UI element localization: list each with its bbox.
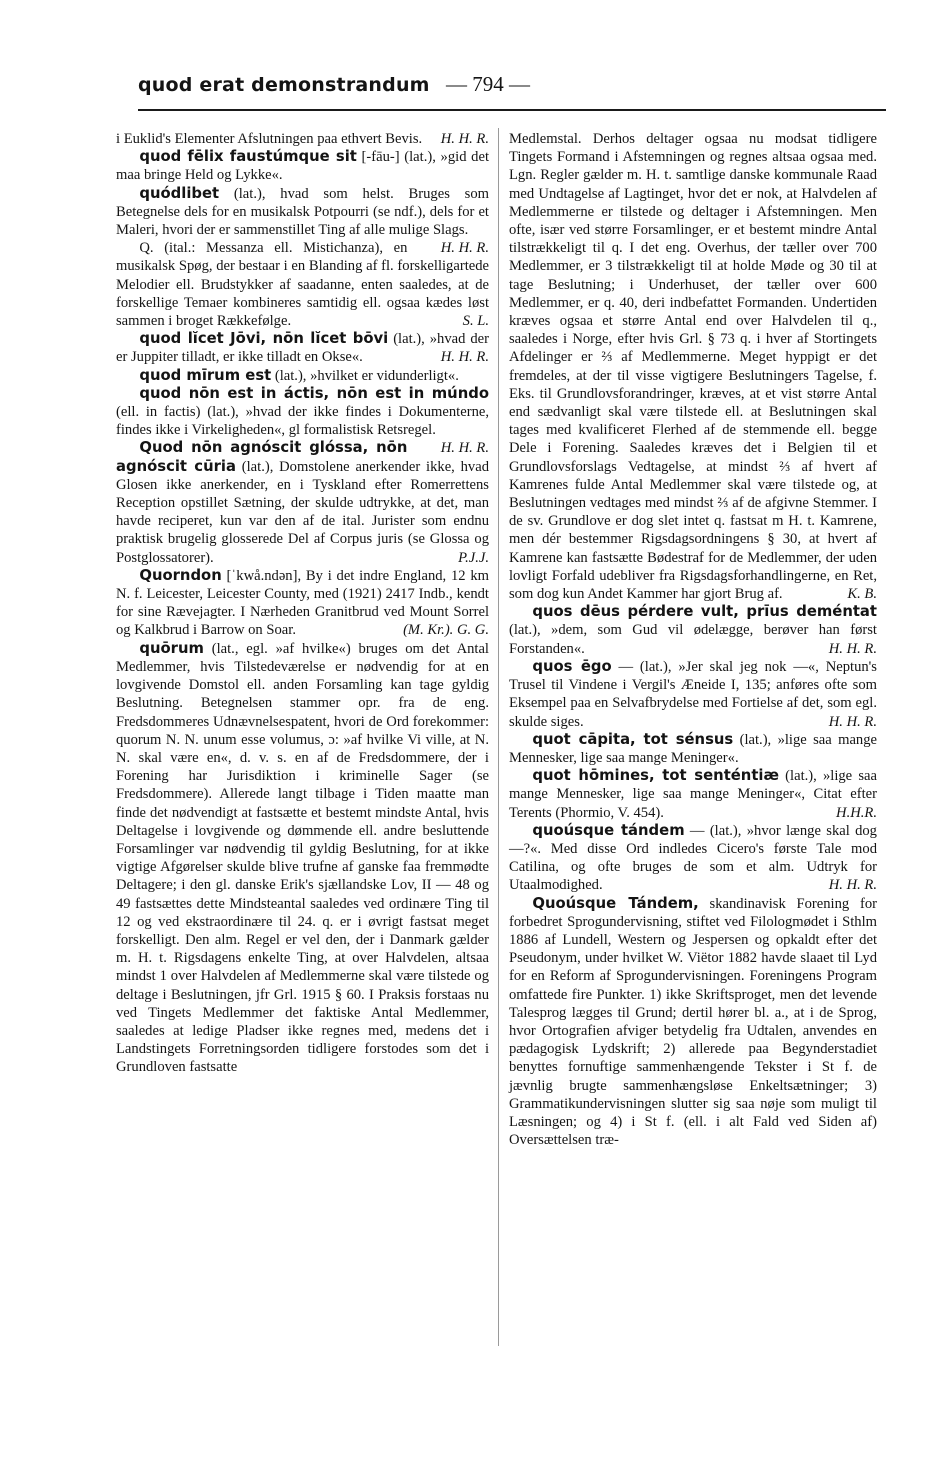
- dictionary-entry: [116, 330, 489, 366]
- dictionary-entry: [509, 658, 877, 731]
- entry-headword: Quorndon: [139, 566, 222, 584]
- dictionary-entry: [116, 130, 489, 148]
- entry-body: (lat., egl. »af hvilke«) bruges om det Antal Medlemmer, hvis Tilstedeværelse er nødvendig for at en lovgivende Domstol ell. anden Forsamling kan tage gyldig Beslutning. Betegnelsen stammer opr. fra de eng. Fredsdommeres Udnævnelsespatent, hvori de Ord forekommer: quorum N. N. unum esse volumus, ɔ: »af hvilke Vi ville, at N. N. skal være en«, d. v. s. en af de Fredsdommere, der i Forening har Jurisdiktion i kriminelle Sager (se Fredsdommere). Allerede langt tilbage i Tiden maatte man finde det nødvendigt at fastsætte et bestemt mindste Antal, hvis Deltagelse i lovgivende og dømmende ell. andre besluttende Forsamlinger var nødvendig til gyldig Beslutning, for at ikke vigtige Afgørelser skulde blive trufne af ganske faa fremmødte Deltagere; i den gl. danske Erik's sjællandske Lov, II — 48 og 49 fastsættes dette Mindsteantal saaledes ved ordinære Ting til 12 og ved ekstraordinære til 24. q. er i øvrigt fastsat meget forskelligt. Den alm. Regel er vel den, der i Danmark gælder m. H. t. Rigsdagens enkelte Ting, at over Halvdelen, altsaa mindst 1 over Halvdelen af Medlemmerne skal være tilstede og deltage i Beslutningen, jfr Grl. 1915 § 60. I Praksis forstaas nu ved Tingets Medlemmer det faktiske Antal Medlemmer, saaledes at ledige Pladser ikke regnes med, medens det i Landstingets Forretningsorden tidligere forstodes som det i Grundloven fastsatte: [116, 640, 489, 1076]
- entry-headword: quos ēgo: [532, 657, 612, 675]
- entry-headword: quoúsque tándem: [532, 821, 685, 839]
- entry-body: — (lat.), »hvor længe skal dog —?«. Med disse Ord indledes Cicero's første Tale mod Catilina, og ofte bruges de som et alm. Udtryk for Utaalmodighed.: [509, 822, 877, 894]
- dictionary-entry: [509, 767, 877, 822]
- dictionary-entry: [509, 130, 877, 603]
- dictionary-entry: [116, 367, 489, 385]
- entry-headword: Quoúsque Tándem,: [532, 894, 699, 912]
- running-head: quod erat demonstrandum: [138, 74, 430, 96]
- entry-signature: K. B.: [847, 586, 877, 603]
- dictionary-entry: [116, 640, 489, 1077]
- entry-signature: H.H.R.: [836, 804, 877, 821]
- entry-body: Q. (ital.: Messanza ell. Mistichanza), en musikalsk Spøg, der bestaar i en Blanding af fl. forskelligartede Melodier ell. Brudstykker af saadanne, enten saaledes, at de forskellige Temaer kombineres samtidig ell. ogsaa kædes løst sammen i broget Rækkefølge.: [116, 240, 489, 330]
- entry-headword: quot hōmines, tot senténtiæ: [532, 767, 779, 785]
- entry-signature: H. H. R.: [828, 640, 877, 657]
- entry-body: (lat.), »hvilket er vidunderligt«.: [271, 367, 459, 384]
- entry-body: (lat.), »lige saa mange Mennesker, lige saa mange Meninger«, Citat efter Terents (Phormio, V. 454).: [509, 768, 877, 821]
- entry-signature: H. H. R.: [828, 877, 877, 894]
- entry-body: (lat.), »lige saa mange Mennesker, lige saa mange Meninger«.: [509, 731, 877, 766]
- dictionary-entry: [509, 603, 877, 658]
- page-header: [138, 66, 886, 106]
- dictionary-entry: [116, 567, 489, 640]
- entry-body: (lat.), hvad som helst. Bruges som Betegnelse dels for en musikalsk Potpourri (se ndf.), dels for et Maleri, hvori der er sammenstillet Ting af alle mulige Slags.: [116, 185, 489, 239]
- entry-signature: (M. Kr.). G. G.: [403, 622, 489, 639]
- dictionary-entry: [116, 439, 489, 566]
- entry-headword: quod lĭcet Jōvi, nōn lĭcet bōvi: [139, 330, 389, 348]
- entry-body: — (lat.), »Jer skal jeg nok —«, Neptun's Trusel til Vindene i Vergil's Æneide I, 135; anføres ofte som Eksempel paa en Selvafbrydelse med Fortielse af det, som egl. skulde siges.: [509, 658, 877, 730]
- entry-headword: quódlibet: [139, 184, 220, 202]
- entry-headword: Quod nōn agnóscit glóssa, nōn agnóscit cūria: [116, 439, 408, 475]
- entry-headword: quōrum: [139, 639, 204, 657]
- entry-body: (lat.), »hvad der er Juppiter tilladt, er ikke tilladt en Okse«.: [116, 331, 489, 366]
- entry-headword: quos dēus pérdere vult, prīus deméntat: [532, 603, 877, 621]
- entry-signature: H. H. R.: [440, 131, 489, 147]
- dictionary-entry: [116, 184, 489, 257]
- entry-signature: P.J.J.: [458, 549, 489, 566]
- entry-body: i Euklid's Elementer Afslutningen paa ethvert Bevis.: [116, 131, 423, 147]
- entry-headword: quod fēlix faustúmque sit: [139, 148, 357, 166]
- entry-signature: H. H. R.: [828, 713, 877, 730]
- entry-headword: quod nōn est in áctis, nōn est in múndo: [139, 384, 489, 402]
- right-column: [509, 130, 877, 1149]
- entry-body: [ˈkwå.ndən], By i det indre England, 12 km N. f. Leicester, Leicester County, med (1921) 2417 Indb., kendt for sine Rævejagter. I Nærheden Granitbrud ved Mount Sorrel og Kalkbrud i Barrow on Soar.: [116, 567, 489, 639]
- entry-headword: quod mīrum est: [139, 366, 272, 384]
- entry-body: (ell. in factis) (lat.), »hvad der ikke findes i Dokumenterne, findes ikke i Virkeligheden«, gl formalistisk Retsregel.: [116, 404, 489, 439]
- entry-body: Medlemstal. Derhos deltager ogsaa nu modsat tidligere Tingets Formand i Afstemningen og regnes altsaa ogsaa med. Lgn. Regler gælder m. H. t. samtlige danske kommunale Raad med Undtagelse af Lagtinget, hvor det er nok, at Halvdelen af Medlemmerne er tilstede og deltager i Afstemningen. Men ofte, især ved større Forsamlinger, er et bestemt mindre Antal tilstrækkeligt til q. I det eng. Overhus, der tæller over 700 Medlemmer, er 3 tilstrækkeligt til at holde Møde og 30 til at tage Beslutning; i Underhuset, der tæller over 600 Medlemmer, er q. 40, deri indbefattet Formanden. Undertiden kræves ogsaa et større Antal end over Halvdelen til q., saaledes i Norge, efter hvis Grl. § 73 q. i hver af Stortingets Afdelinger er ⅔ af Medlemmerne. Meget hyppigt er det fremdeles, at der til visse vigtigere Beslutningers Tagelse, f. Eks. til Grundlovsforandringer, kræves, at et vist større Antal end sædvanligt skal være tilstede ell. at Beslutningen skal tages med kvalificeret Flerhed af de stemmende ell. begge Dele i Forening. Saaledes kræves det i Belgien til et Grundlovsforslags Vedtagelse, at mindst ⅔ af hvert af Kamrenes fulde Antal Medlemmer skal være tilstede og, at Beslutningen vedtages med mindst ⅔ af de afgivne Stemmer. I de sv. Grundlove er dog slet intet q. fastsat m H. t. Kamrene, men dér bestemmer Rigsdagsordningens § 30, at hvert af Kamrene kan fastsætte Bødestraf for de Medlemmer, der uden lovligt Forfald udebliver fra Rigsdagsforhandlingerne, en Ret, som dog kun Andet Kammer har gjort Brug af.: [509, 131, 877, 603]
- dictionary-entry: [116, 148, 489, 184]
- entry-signature: H. H. R.: [440, 440, 489, 457]
- column-divider: [498, 128, 499, 1346]
- entry-headword: quot cāpita, tot sénsus: [532, 730, 734, 748]
- dictionary-entry: [509, 731, 877, 767]
- dictionary-entry: [509, 822, 877, 895]
- entry-body: (lat.), »dem, som Gud vil ødelægge, berøver han først Forstanden«.: [509, 622, 877, 657]
- entry-signature: H. H. R.: [440, 240, 489, 257]
- entry-signature: S. L.: [462, 313, 489, 330]
- left-column: [116, 130, 489, 1077]
- header-rule: [138, 109, 886, 111]
- entry-body: (lat.), Domstolene anerkender ikke, hvad Glosen ikke anerkender, en i Tyskland efter Romerrettens Reception opstillet Sætning, der skulde udtrykke, at det, man havde reciperet, kun var den af de ital. Jurister som endnu praktisk brugelig glosserede Del af Corpus juris (se Glossa og Postglossatorer).: [116, 458, 489, 566]
- entry-signature: H. H. R.: [440, 349, 489, 366]
- entry-body: skandinavisk Forening for forbedret Sprogundervisning, stiftet ved Filologmødet i Sthlm 1886 af Lundell, Western og Jespersen og opkaldt efter det Pseudonym, under hvilket W. Viëtor 1882 havde slaaet til Lyd for en Reform af Sprogundervisningen. Foreningens Program omfattede fire Punkter. 1) ikke Skriftsproget, men det levende Talesprog lægges til Grund; dertil hører bl. a., at i de Sprog, hvor Ortografien afviger betydelig fra Udtalen, anvendes en pædagogisk Lydskrift; 2) allerede paa Begynderstadiet benyttes fornuftige sammenhængende Tekster i St f. de jævnlig brugte sammenhængsløse Enkeltsætninger; 3) Grammatikundervisningen slutter sig saa nøje som muligt til Læsningen; og 4) i St f. (ell. i alt Fald ved Siden af) Oversættelsen træ-: [509, 895, 877, 1149]
- entry-body: [-fāu-] (lat.), »gid det maa bringe Held og Lykke«.: [116, 149, 489, 184]
- page-number: — 794 —: [446, 72, 530, 96]
- dictionary-entry: [509, 895, 877, 1150]
